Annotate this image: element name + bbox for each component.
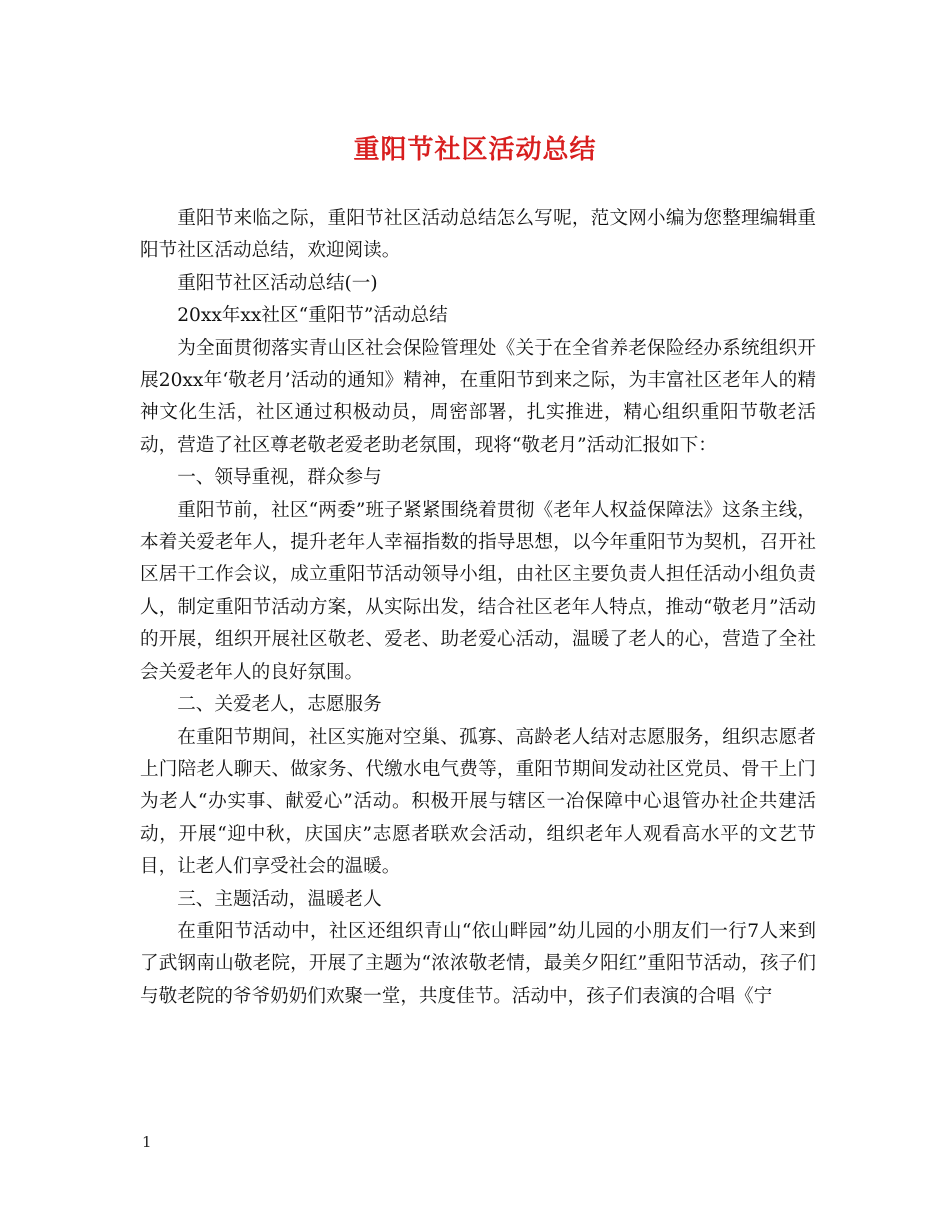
body-paragraph: 为全面贯彻落实青山区社会保险管理处《关于在全省养老保险经办系统组织开展20xx年‘敬老月’活动的通知》精神，在重阳节到来之际，为丰富社区老年人的精神文化生活，社区通过积极动员，周密部署，扎实推进，精心组织重阳节敬老活动，营造了社区尊老敬老爱老助老氛围，现将“敬老月”活动汇报如下： <box>140 337 816 456</box>
document-title: 重阳节社区活动总结 <box>353 135 597 165</box>
page-number: 1 <box>142 1133 152 1151</box>
document-body <box>140 203 816 1013</box>
section-heading-summary-one: 重阳节社区活动总结(一) <box>177 272 378 294</box>
body-paragraph: 重阳节前，社区“两委”班子紧紧围绕着贯彻《老年人权益保障法》这条主线，本着关爱老年人，提升老年人幸福指数的指导思想，以今年重阳节为契机，召开社区居干工作会议，成立重阳节活动领导小组，由社区主要负责人担任活动小组负责人，制定重阳节活动方案，从实际出发，结合社区老年人特点，推动“敬老月”活动的开展，组织开展社区敬老、爱老、助老爱心活动，温暖了老人的心，营造了全社会关爱老年人的良好氛围。 <box>140 499 816 683</box>
intro-paragraph: 重阳节来临之际，重阳节社区活动总结怎么写呢，范文网小编为您整理编辑重阳节社区活动总结，欢迎阅读。 <box>140 208 816 262</box>
body-paragraph: 在重阳节活动中，社区还组织青山“依山畔园”幼儿园的小朋友们一行7人来到了武钢南山敬老院，开展了主题为“浓浓敬老情，最美夕阳红”重阳节活动，孩子们与敬老院的爷爷奶奶们欢聚一堂，共度佳节。活动中，孩子们表演的合唱《宁 <box>140 920 816 1007</box>
section-heading-leadership: 一、领导重视，群众参与 <box>177 467 382 489</box>
section-heading-volunteer-service: 二、关爱老人，志愿服务 <box>177 694 382 716</box>
subheading-activity-summary: 20xx年xx社区“重阳节”活动总结 <box>177 305 448 327</box>
section-heading-theme-activity: 三、主题活动，温暖老人 <box>177 888 382 910</box>
body-paragraph: 在重阳节期间，社区实施对空巢、孤寡、高龄老人结对志愿服务，组织志愿者上门陪老人聊天、做家务、代缴水电气费等，重阳节期间发动社区党员、骨干上门为老人“办实事、献爱心”活动。积极开展与辖区一冶保障中心退管办社企共建活动，开展“迎中秋，庆国庆”志愿者联欢会活动，组织老年人观看高水平的文艺节目，让老人们享受社会的温暖。 <box>140 726 816 878</box>
